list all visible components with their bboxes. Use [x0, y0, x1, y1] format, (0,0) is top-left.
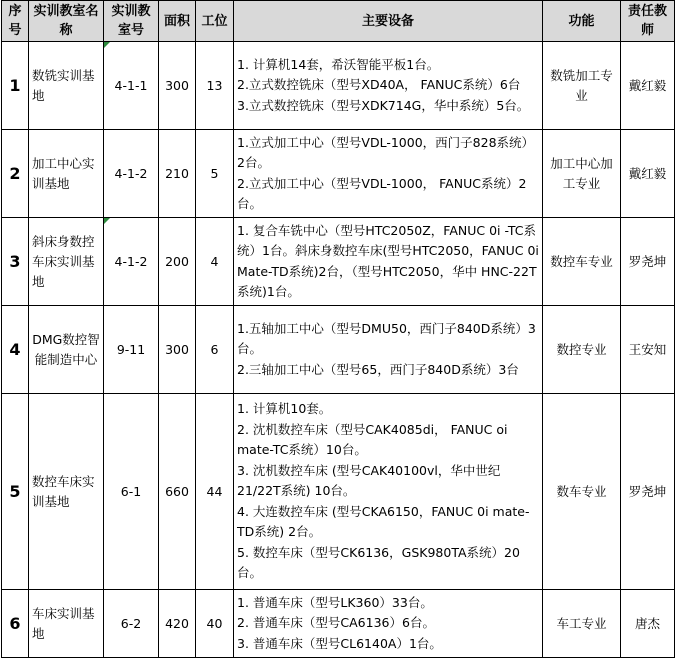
room-stations: 4: [196, 218, 234, 306]
room-function: 数车专业: [543, 394, 621, 590]
room-function: 数控专业: [543, 306, 621, 394]
room-function: 数控车专业: [543, 218, 621, 306]
equipment-line: 3. 沈机数控车床 (型号CAK40100vl，华中世纪21/22T系统) 10台。: [237, 462, 501, 499]
room-area: 210: [159, 130, 196, 218]
room-equipment: [234, 42, 543, 130]
equipment-line: 2. 普通车床（型号CA6136）6台。: [237, 615, 435, 631]
room-stations: 5: [196, 130, 234, 218]
room-teacher: 罗尧坤: [621, 394, 675, 590]
room-number: 4-1-2: [104, 218, 159, 306]
training-room-table: [1, 0, 675, 658]
room-equipment: [234, 218, 543, 306]
room-number: 6-1: [104, 394, 159, 590]
equipment-line: 5. 数控车床（型号CK6136，GSK980TA系统）20台。: [237, 544, 520, 581]
room-stations: 13: [196, 42, 234, 130]
table-row: [2, 590, 675, 658]
room-equipment: [234, 590, 543, 658]
room-area: 300: [159, 42, 196, 130]
room-equipment: [234, 306, 543, 394]
room-equipment: [234, 130, 543, 218]
room-name: 数铣实训基地: [29, 42, 104, 130]
header-equipment: 主要设备: [234, 1, 543, 42]
equipment-line: 3. 普通车床（型号CL6140A）1台。: [237, 635, 442, 651]
table-row: [2, 394, 675, 590]
equipment-line: 1.立式加工中心（型号VDL-1000，西门子828系统）2台。: [237, 134, 535, 170]
room-name: 车床实训基地: [29, 590, 104, 658]
equipment-line: 1. 计算机14套，希沃智能平板1台。: [237, 56, 440, 72]
equipment-line: 4. 大连数控车床 (型号CKA6150，FANUC 0i mate-TD系统) 2台。: [237, 503, 530, 540]
room-stations: 6: [196, 306, 234, 394]
row-index: 6: [2, 590, 29, 658]
equipment-line: 2.立式数控铣床（型号XD40A， FANUC系统）6台: [237, 77, 521, 93]
table-row: [2, 130, 675, 218]
room-area: 660: [159, 394, 196, 590]
equipment-line: 1. 普通车床（型号LK360）33台。: [237, 594, 433, 610]
equipment-line: 3.立式数控铣床（型号XDK714G，华中系统）5台。: [237, 97, 530, 113]
room-teacher: 王安知: [621, 306, 675, 394]
room-function: 车工专业: [543, 590, 621, 658]
room-name: 斜床身数控车床实训基地: [29, 218, 104, 306]
header-name: 实训教室名称: [29, 1, 104, 42]
room-teacher: 唐杰: [621, 590, 675, 658]
room-name: 数控车床实训基地: [29, 394, 104, 590]
table-row: [2, 306, 675, 394]
room-area: 300: [159, 306, 196, 394]
header-area: 面积: [159, 1, 196, 42]
table-row: [2, 42, 675, 130]
room-teacher: 罗尧坤: [621, 218, 675, 306]
room-teacher: 戴红毅: [621, 42, 675, 130]
equipment-line: 1. 复合车铣中心（型号HTC2050Z，FANUC 0i -TC系统）1台。斜床身数控车床(型号HTC2050，FANUC 0i Mate-TD系统)2台，（型号HTC2050，华中 HNC-22T系统)1台。: [237, 222, 539, 299]
row-index: 1: [2, 42, 29, 130]
room-area: 420: [159, 590, 196, 658]
room-number: 9-11: [104, 306, 159, 394]
equipment-line: 1. 计算机10套。: [237, 401, 332, 417]
row-index: 3: [2, 218, 29, 306]
room-number: 6-2: [104, 590, 159, 658]
row-index: 5: [2, 394, 29, 590]
equipment-line: 1.五轴加工中心（型号DMU50，西门子840D系统）3台。: [237, 320, 536, 357]
room-name: DMG数控智能制造中心: [29, 306, 104, 394]
header-index: 序号: [2, 1, 29, 42]
room-stations: 44: [196, 394, 234, 590]
room-equipment: [234, 394, 543, 590]
equipment-line: 2.三轴加工中心（型号65，西门子840D系统）3台: [237, 361, 519, 377]
header-row: [2, 1, 675, 42]
room-name: 加工中心实训基地: [29, 130, 104, 218]
room-number: 4-1-2: [104, 130, 159, 218]
header-function: 功能: [543, 1, 621, 42]
room-teacher: 戴红毅: [621, 130, 675, 218]
row-index: 2: [2, 130, 29, 218]
header-teacher: 责任教师: [621, 1, 675, 42]
room-number: 4-1-1: [104, 42, 159, 130]
row-index: 4: [2, 306, 29, 394]
equipment-line: 2.立式加工中心（型号VDL-1000， FANUC系统）2台。: [237, 175, 527, 211]
room-function: 加工中心加工专业: [543, 130, 621, 218]
equipment-line: 2. 沈机数控车床（型号CAK4085di， FANUC oi mate-TC系统）10台。: [237, 421, 508, 458]
table-row: [2, 218, 675, 306]
header-room: 实训教室号: [104, 1, 159, 42]
header-stations: 工位: [196, 1, 234, 42]
room-function: 数铣加工专业: [543, 42, 621, 130]
room-stations: 40: [196, 590, 234, 658]
room-area: 200: [159, 218, 196, 306]
